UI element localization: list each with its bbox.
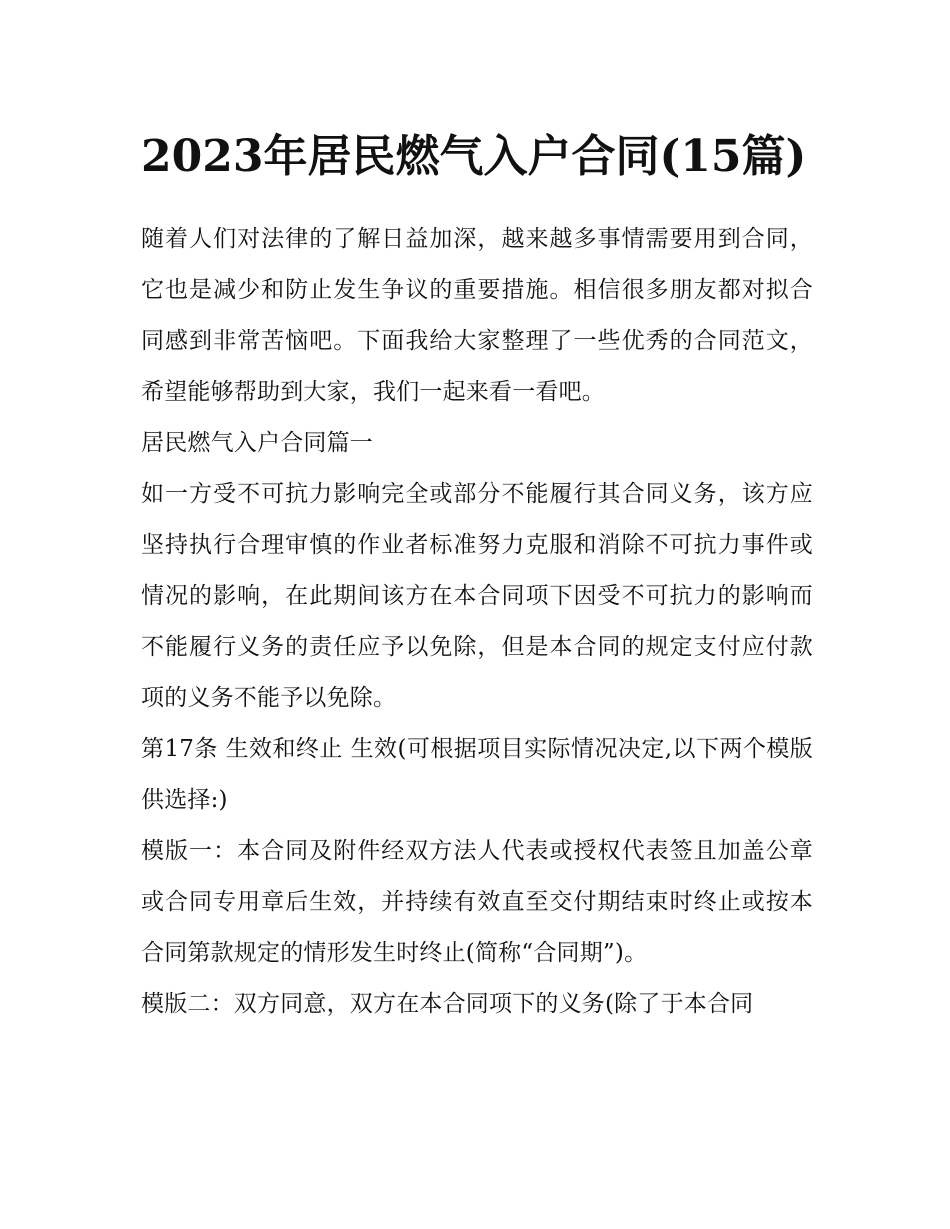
force-majeure-paragraph: 如一方受不可抗力影响完全或部分不能履行其合同义务，该方应坚持执行合理审慎的作业者标准努力克服和消除不可抗力事件或情况的影响，在此期间该方在本合同项下因受不可抗力的影响而不能履行义务的责任应予以免除，但是本合同的规定支付应付款项的义务不能予以免除。 xyxy=(141,481,813,711)
intro-paragraph: 随着人们对法律的了解日益加深，越来越多事情需要用到合同，它也是减少和防止发生争议的重要措施。相信很多朋友都对拟合同感到非常苦恼吧。下面我给大家整理了一些优秀的合同范文，希望能够帮助到大家，我们一起来看一看吧。 xyxy=(141,226,813,405)
section-heading: 居民燃气入户合同篇一 xyxy=(141,430,373,456)
document-title: 2023年居民燃气入户合同(15篇) xyxy=(141,131,807,182)
template-two-paragraph: 模版二：双方同意，双方在本合同项下的义务(除了于本合同 xyxy=(141,991,754,1017)
article-17-paragraph: 第17条 生效和终止 生效(可根据项目实际情况决定,以下两个模版供选择:) xyxy=(141,736,813,813)
document-body xyxy=(141,118,813,1030)
template-one-paragraph: 模版一：本合同及附件经双方法人代表或授权代表签且加盖公章或合同专用章后生效，并持续有效直至交付期结束时终止或按本合同第款规定的情形发生时终止(简称“合同期”)。 xyxy=(141,838,813,966)
